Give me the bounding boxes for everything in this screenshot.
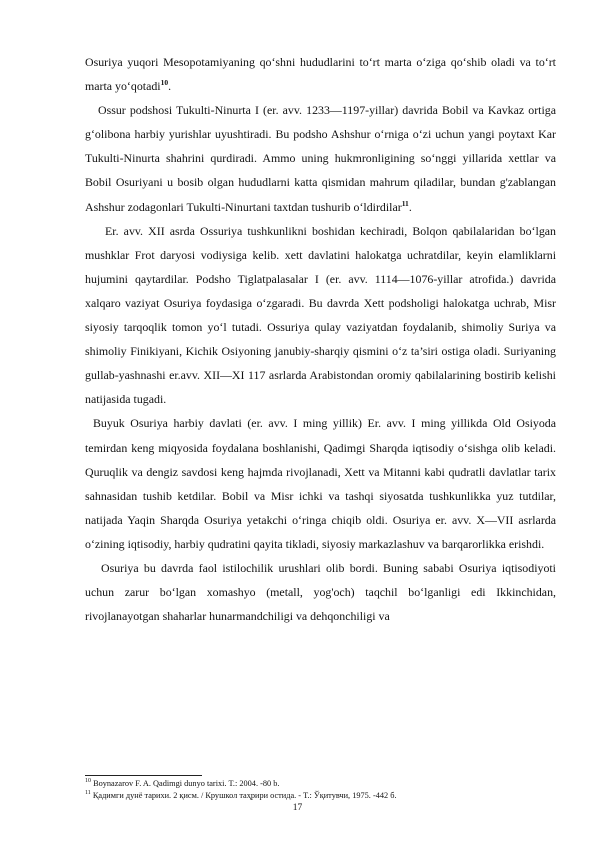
footnote-10-text: Boynazarov F. A. Qadimgi dunyo tarixi. T.: 2004. -80 b. <box>93 779 280 788</box>
paragraph-2-text: Ossur podshosi Tukulti-Ninurta I (er. avv. 1233—1197-yillar) davrida Bobil va Kavkaz ortiga g‘olibona harbiy yurishlar uyushtiradi. Bu podsho Ashshur o‘rniga o‘zi uchun yangi poytaxt Kar Tukulti-Ninurta shahrini qurdiradi. Ammo uning hukmronligining so‘nggi yillarida xettlar va Bobil Osuriyani u bosib olgan hududlarni katta qismidan mahrum qiladilar, bundan g'zablangan Ashshur zodagonlari Tukulti-Ninurtani taxtdan tushurib o‘ldirdilar <box>85 103 556 214</box>
footnote-11-mark: 11 <box>85 789 91 796</box>
footnote-ref-10: 10 <box>160 78 169 88</box>
footnote-ref-11: 11 <box>401 198 409 208</box>
page-number: 17 <box>292 803 303 813</box>
paragraph-4-text: Buyuk Osuriya harbiy davlati (er. avv. I ming yillik) Er. avv. I ming yillikda Old Osiyoda temirdan keng miqyosida foydalana boshlanishi, Qadimgi Sharqda iqtisodiy o‘sishga olib keladi. Quruqlik va dengiz savdosi keng hajmda rivojlanadi, Xett va Mitanni kabi qudratli davlatlar tarix sahnasidan tushib ketdilar. Bobil va Misr ichki va tashqi siyosatda tushkunlikka yuz tutdilar, natijada Yaqin Sharqda Osuriya yetakchi o‘ringa chiqib oldi. Osuriya er. avv. X—VII asrlarda o‘zining iqtisodiy, harbiy qudratini qayita tikladi, siyosiy markazlashuv va barqarorlikka erishdi. <box>85 416 556 551</box>
paragraph-5 <box>85 556 556 628</box>
paragraph-1-text: Osuriya yuqori Mesopotamiyaning qo‘shni hududlarini to‘rt marta o‘ziga qo‘shib oladi va to‘rt marta yo‘qotadi <box>85 55 556 94</box>
paragraph-4 <box>85 411 556 556</box>
paragraph-2 <box>85 98 556 218</box>
footnote-10 <box>85 778 556 790</box>
paragraph-1-tail: . <box>168 79 172 94</box>
footnote-11 <box>85 790 556 802</box>
footnote-10-mark: 10 <box>85 778 91 785</box>
footnote-11-text: Қадимги дунё тарихи. 2 қисм. / Крушкол таҳрири остида. - Т.: Ўқитувчи, 1975. -442 б. <box>92 790 397 800</box>
paragraph-3 <box>85 219 556 412</box>
main-text <box>85 50 556 628</box>
footnote-divider <box>85 775 202 776</box>
footnotes <box>85 778 556 801</box>
paragraph-1 <box>85 50 556 98</box>
paragraph-2-tail: . <box>408 199 412 214</box>
paragraph-3-text: Er. avv. XII asrda Ossuriya tushkunlikni boshidan kechiradi, Bolqon qabilalaridan bo‘lgan mushklar Frot daryosi vodiysiga kelib. xett davlatini halokatga uchratdilar, keyin elamliklarni hujumini qaytardilar. Podsho Tiglatpalasalar I (er. avv. 1114—1076-yillar atrofida.) davrida xalqaro vaziyat Osuriya foydasiga o‘zgaradi. Bu davrda Xett podsholigi halokatga uchrab, Misr siyosiy tarqoqlik tomon yo‘l tutadi. Ossuriya qulay vaziyatdan foydalanib, shimoliy Suriya va shimoliy Finikiyani, Kichik Osiyoning janubiy-sharqiy qismini o‘z ta’siri ostiga oladi. Suriyaning gullab-yashnashi er.avv. XII—XI 117 asrlarda Arabistondan oromiy qabilalarining bostirib kelishi natijasida tugadi. <box>85 223 556 407</box>
paragraph-5-text: Osuriya bu davrda faol istilochilik urushlari olib bordi. Buning sababi Osuriya iqtisodiyoti uchun zarur bo‘lgan xomashyo (metall, yog'och) taqchil bo‘lganligi edi Ikkinchidan, rivojlanayotgan shaharlar hunarmandchiligi va dehqonchiligi va <box>85 560 556 624</box>
